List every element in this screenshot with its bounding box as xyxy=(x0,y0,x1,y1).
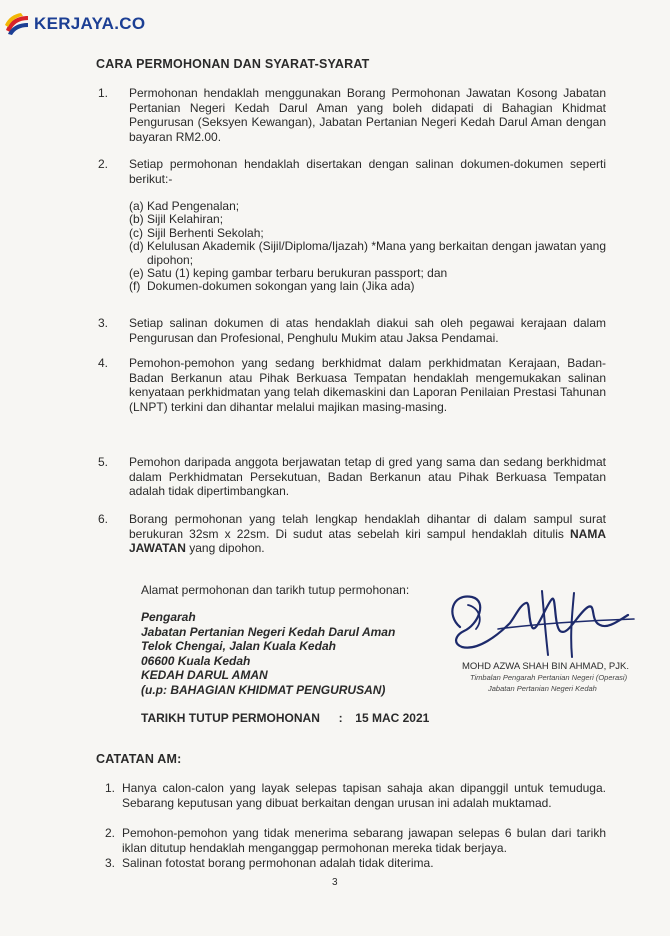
brand-logo[interactable] xyxy=(4,10,145,38)
notes-heading: CATATAN AM: xyxy=(96,752,182,766)
list-letter: (a) xyxy=(129,199,144,213)
item-text xyxy=(129,512,606,556)
closing-date-value: 15 MAC 2021 xyxy=(355,711,430,725)
list-text: Satu (1) keping gambar terbaru berukuran passport; dan xyxy=(147,266,448,281)
item-text: Setiap permohonan hendaklah disertakan dengan salinan dokumen-dokumen seperti berikut:- xyxy=(129,157,606,186)
page-number: 3 xyxy=(332,877,338,888)
section-heading: CARA PERMOHONAN DAN SYARAT-SYARAT xyxy=(96,57,370,71)
list-item xyxy=(129,267,606,280)
document-list xyxy=(129,200,606,294)
item-number: 6. xyxy=(98,512,109,526)
note-text: Hanya calon-calon yang layak selepas tapisan sahaja akan dipanggil untuk temuduga. Sebarang keputusan yang dibuat berkaitan dengan urusan ini adalah muktamad. xyxy=(122,781,606,810)
note-number: 3. xyxy=(105,856,116,870)
list-item xyxy=(129,200,606,213)
list-item xyxy=(129,227,606,240)
item-text-tail: yang dipohon. xyxy=(185,541,265,556)
item-text-main: Borang permohonan yang telah lengkap hendaklah dihantar di dalam sampul surat berukuran 32sm x 22sm. Di sudut atas sebelah kiri sampul hendaklah ditulis xyxy=(129,512,606,541)
list-text: Dokumen-dokumen sokongan yang lain (Jika ada) xyxy=(147,279,415,294)
list-text: Kad Pengenalan; xyxy=(147,199,240,213)
signatory-name: MOHD AZWA SHAH BIN AHMAD, PJK. xyxy=(462,661,629,672)
closing-date-label: TARIKH TUTUP PERMOHONAN xyxy=(141,711,320,725)
address-block xyxy=(141,610,395,698)
closing-date-separator: : xyxy=(338,711,343,725)
note-text: Pemohon-pemohon yang tidak menerima sebarang jawapan selepas 6 bulan dari tarikh iklan ditutup hendaklah menganggap permohonan mereka tidak berjaya. xyxy=(122,826,606,855)
list-letter: (f) xyxy=(129,279,141,294)
address-line: KEDAH DARUL AMAN xyxy=(141,668,268,683)
list-letter: (d) xyxy=(129,239,144,254)
item-text: Permohonan hendaklah menggunakan Borang Permohonan Jawatan Kosong Jabatan Pertanian Negeri Kedah Darul Aman yang boleh didapati di Bahagian Khidmat Pengurusan (Seksyen Kewangan), Jabatan Pertanian Negeri Kedah Darul Aman dengan bayaran RM2.00. xyxy=(129,86,606,144)
kerjaya-logo-icon xyxy=(4,12,30,36)
address-line: Pengarah xyxy=(141,610,196,624)
note-text: Salinan fotostat borang permohonan adalah tidak diterima. xyxy=(122,856,434,870)
item-text: Pemohon daripada anggota berjawatan tetap di gred yang sama dan sedang berkhidmat dalam Perkhidmatan Persekutuan, Badan Berkanun atau Pihak Berkuasa Tempatan adalah tidak dipertimbangkan. xyxy=(129,455,606,499)
item-number: 4. xyxy=(98,356,109,370)
item-number: 5. xyxy=(98,455,109,469)
closing-date-row xyxy=(141,711,429,725)
list-text: Kelulusan Akademik (Sijil/Diploma/Ijazah) *Mana yang berkaitan dengan jawatan yang dipohon; xyxy=(147,239,606,267)
item-text: Pemohon-pemohon yang sedang berkhidmat dalam perkhidmatan Kerajaan, Badan-Badan Berkanun atau Pihak Berkuasa Tempatan hendaklah mengemukakan salinan kenyataan perkhidmatan yang telah dikemaskini dan Laporan Penilaian Prestasi Tahunan (LNPT) terkini dan dihantar melalui majikan masing-masing. xyxy=(129,356,606,414)
list-item xyxy=(129,280,606,293)
item-number: 1. xyxy=(98,86,109,100)
item-text-bold: NAMA JAWATAN xyxy=(129,526,606,556)
list-item xyxy=(129,240,606,267)
list-letter: (b) xyxy=(129,212,144,227)
signatory-department: Jabatan Pertanian Negeri Kedah xyxy=(488,684,597,693)
list-item xyxy=(129,213,606,226)
item-text: Setiap salinan dokumen di atas hendaklah diakui sah oleh pegawai kerajaan dalam Pengurusan dan Profesional, Penghulu Mukim atau Jaksa Pendamai. xyxy=(129,316,606,345)
brand-name: KERJAYA.CO xyxy=(34,14,146,33)
list-letter: (e) xyxy=(129,266,144,281)
address-intro: Alamat permohonan dan tarikh tutup permohonan: xyxy=(141,583,410,597)
item-number: 3. xyxy=(98,316,109,330)
item-number: 2. xyxy=(98,157,109,171)
address-line: (u.p: BAHAGIAN KHIDMAT PENGURUSAN) xyxy=(141,682,386,697)
list-text: Sijil Kelahiran; xyxy=(147,212,224,227)
list-letter: (c) xyxy=(129,225,143,240)
list-text: Sijil Berhenti Sekolah; xyxy=(147,225,264,240)
address-line: Jabatan Pertanian Negeri Kedah Darul Aman xyxy=(141,624,396,639)
signatory-role: Timbalan Pengarah Pertanian Negeri (Operasi) xyxy=(470,673,628,682)
note-number: 2. xyxy=(105,826,116,840)
note-number: 1. xyxy=(105,781,116,795)
address-line: 06600 Kuala Kedah xyxy=(141,653,251,668)
handwritten-signature xyxy=(438,585,638,665)
address-line: Telok Chengai, Jalan Kuala Kedah xyxy=(141,639,336,654)
